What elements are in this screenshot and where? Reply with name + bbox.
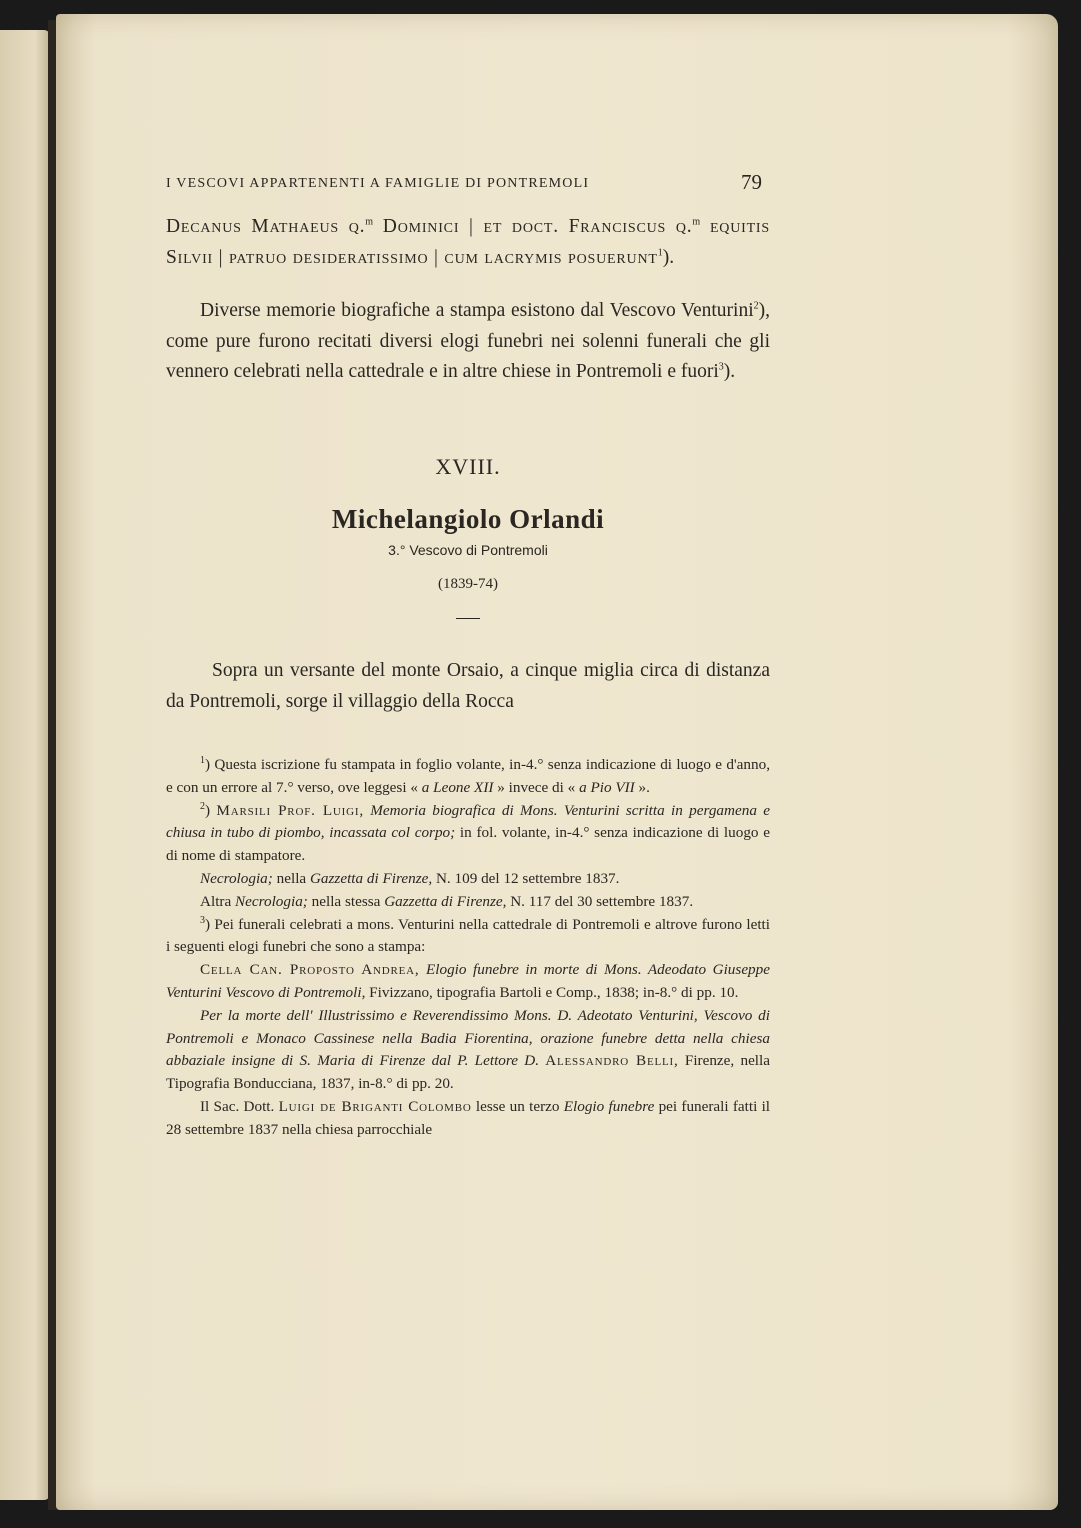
paragraph-text: ). bbox=[723, 361, 736, 383]
epitaph-sup: m bbox=[692, 216, 701, 228]
epitaph-text: equitis Silvii | patruo desideratissimo | cum lacrymis posuerunt bbox=[166, 216, 770, 268]
epitaph-text: Dominici | et doct. Franciscus q. bbox=[373, 216, 693, 237]
footnote-mark: 2 bbox=[200, 800, 205, 812]
footnote-text: Altra bbox=[200, 892, 236, 910]
paragraph-sopra bbox=[166, 656, 770, 717]
footnote-italic: Memoria biografica di Mons. Venturini scritta in pergamena e chiusa in tubo di piombo, incassata col corpo; bbox=[166, 801, 770, 842]
footnote-2 bbox=[166, 800, 770, 868]
footnote-italic: Gazzetta di Firenze, bbox=[309, 869, 433, 887]
footnote-italic: Necrologia; bbox=[200, 869, 273, 887]
footnote-ref-1: 1 bbox=[657, 247, 663, 259]
footnote-text: pei funerali fatti il 28 settembre 1837 nella chiesa parrocchiale bbox=[166, 1097, 771, 1138]
epitaph-sup: m bbox=[365, 216, 374, 228]
footnote-text: ». bbox=[634, 778, 650, 796]
footnote-2b bbox=[166, 868, 770, 891]
footnote-italic: a Leone XII bbox=[421, 778, 494, 796]
chapter-years: (1839-74) bbox=[438, 576, 498, 592]
footnote-ref-2: 2 bbox=[753, 300, 759, 312]
page-number: 79 bbox=[741, 170, 762, 194]
footnote-text: ) bbox=[205, 801, 217, 819]
footnote-author: Alessandro Belli, bbox=[539, 1052, 679, 1070]
left-page-edge bbox=[0, 30, 50, 1500]
footnote-3c bbox=[166, 1005, 770, 1096]
footnote-text: ) Questa iscrizione fu stampata in foglio volante, in-4.° senza indicazione di luogo e d'anno, e con un errore al 7.° verso, ove leggesi « bbox=[166, 756, 770, 796]
footnote-text: Firenze, nella Tipografia Bonducciana, 1837, in-8.° di pp. 20. bbox=[166, 1052, 770, 1093]
footnote-text: in fol. volante, in-4.° senza indicazione di luogo e di nome di stampatore. bbox=[166, 824, 770, 865]
section-divider bbox=[456, 618, 480, 619]
footnote-author: Luigi de Briganti Colombo bbox=[278, 1097, 472, 1115]
paragraph-text: Sopra un versante del monte Orsaio, a cinque miglia circa di distanza da Pontremoli, sorge il villaggio della Rocca bbox=[166, 660, 770, 712]
footnote-text: Il Sac. Dott. bbox=[200, 1097, 279, 1115]
chapter-subtitle: 3.° Vescovo di Pontremoli bbox=[388, 542, 548, 558]
footnote-italic: Necrologia; bbox=[235, 892, 308, 910]
epitaph-text: Decanus Mathaeus q. bbox=[166, 216, 366, 237]
footnote-text: N. 117 del 30 settembre 1837. bbox=[506, 892, 694, 910]
chapter-heading: Michelangiolo Orlandi bbox=[331, 504, 605, 534]
footnote-ref-3: 3 bbox=[718, 361, 724, 373]
footnote-3d bbox=[166, 1096, 770, 1142]
epitaph-inscription bbox=[166, 212, 770, 273]
footnote-1 bbox=[166, 754, 770, 800]
footnote-italic: Gazzetta di Firenze, bbox=[384, 892, 507, 910]
running-head: I VESCOVI APPARTENENTI A FAMIGLIE DI PONTREMOLI bbox=[166, 176, 590, 191]
footnote-text: nella stessa bbox=[307, 892, 385, 910]
footnote-mark: 3 bbox=[200, 914, 205, 926]
footnote-italic: a Pio VII bbox=[579, 778, 635, 796]
footnote-author: Marsili Prof. Luigi, bbox=[216, 801, 364, 819]
footnote-italic: Elogio funebre bbox=[563, 1097, 655, 1115]
footnotes bbox=[166, 754, 770, 1142]
footnote-italic: Per la morte dell' Illustrissimo e Reverendissimo Mons. D. Adeotato Venturini, Vescovo di Pontremoli e Monaco Cassinese nella Badia Fiorentina, orazione funebre detta nella chiesa abbaziale insigne di S. Maria di Firenze dal P. Lettore D. bbox=[166, 1006, 770, 1070]
footnote-2c bbox=[166, 891, 770, 914]
paragraph-text: Diverse memorie biografiche a stampa esistono dal Vescovo Venturini bbox=[200, 300, 754, 321]
paragraph-memorie bbox=[166, 296, 770, 388]
footnote-text: nella bbox=[272, 869, 310, 887]
footnote-text: lesse un terzo bbox=[471, 1097, 564, 1115]
footnote-text: ) Pei funerali celebrati a mons. Venturini nella cattedrale di Pontremoli e altrove furono letti i seguenti elogi funebri che sono a stampa: bbox=[166, 915, 770, 956]
footnote-3b bbox=[166, 959, 770, 1005]
paragraph-text: ), come pure furono recitati diversi elogi funebri nei solenni funerali che gli vennero celebrati nella cattedrale e in altre chiese in Pontremoli e fuori bbox=[166, 300, 770, 383]
footnote-italic: Elogio funebre in morte di Mons. Adeodato Giuseppe Venturini Vescovo di Pontremoli, bbox=[166, 961, 770, 1001]
footnote-text: N. 109 del 12 settembre 1837. bbox=[432, 869, 620, 887]
footnote-author: Cella Can. Proposto Andrea, bbox=[200, 961, 420, 979]
footnote-mark: 1 bbox=[200, 754, 205, 766]
footnote-text: » invece di « bbox=[493, 778, 580, 796]
chapter-number: XVIII. bbox=[435, 454, 501, 479]
epitaph-end: ). bbox=[662, 246, 675, 268]
footnote-3 bbox=[166, 914, 770, 960]
footnote-text: Fivizzano, tipografia Bartoli e Comp., 1838; in-8.° di pp. 10. bbox=[365, 983, 739, 1001]
